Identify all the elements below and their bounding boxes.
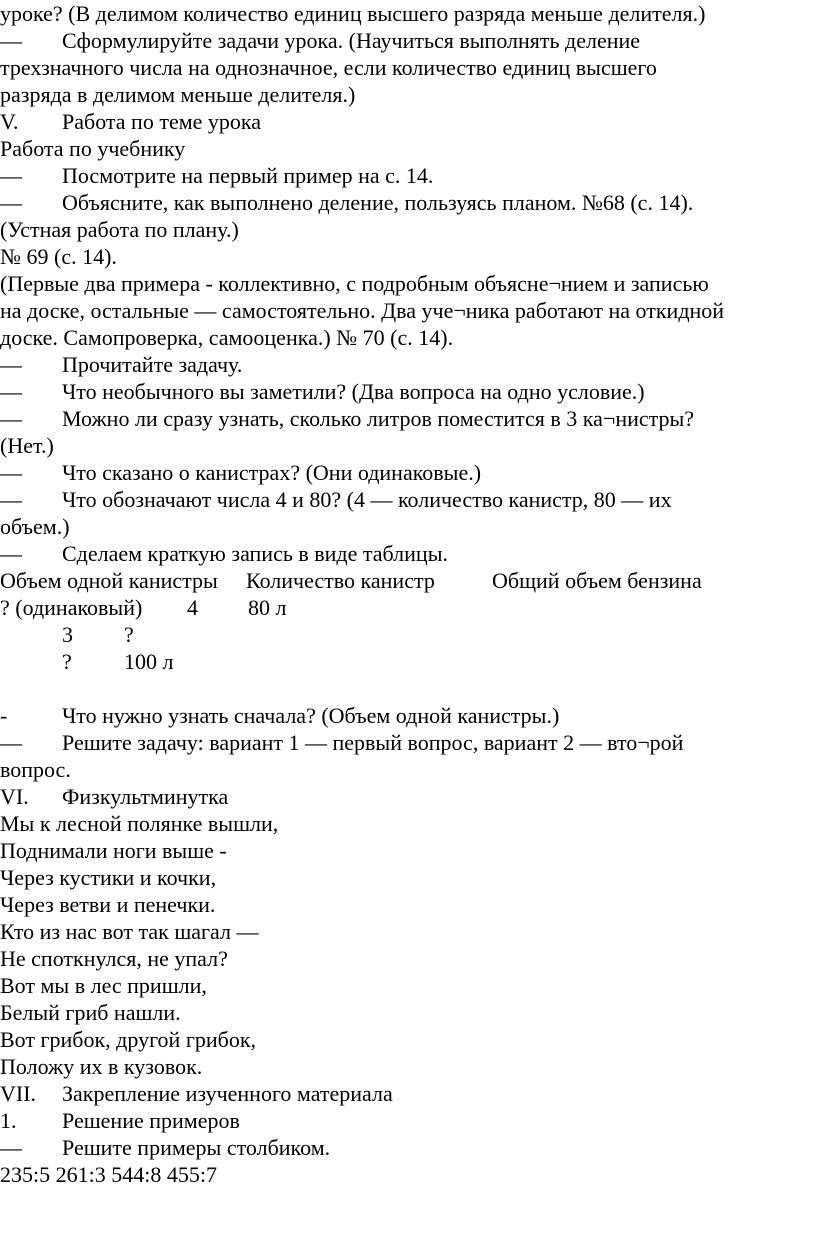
table-cell: 100 л (124, 649, 174, 674)
table-cell: ? (62, 649, 72, 674)
line-text: Объясните, как выполнено деление, пользуясь планом. №68 (с. 14). (62, 190, 694, 215)
dash-line (0, 459, 816, 486)
line-text: Поднимали ноги выше - (0, 838, 227, 863)
dash-line (0, 1134, 816, 1161)
section-number: VI. (0, 784, 29, 809)
text-line (0, 81, 355, 108)
line-marker: — (0, 487, 22, 512)
poem-line (0, 864, 216, 891)
line-marker: — (0, 28, 22, 53)
line-text: объем.) (0, 514, 70, 539)
line-text: Прочитайте задачу. (62, 352, 243, 377)
table-row (0, 594, 816, 621)
dash-line (0, 27, 816, 54)
section-title: Работа по теме урока (62, 109, 262, 134)
line-text: Вот грибок, другой грибок, (0, 1027, 257, 1052)
poem-line (0, 810, 278, 837)
line-marker: — (0, 406, 22, 431)
text-line (0, 756, 71, 783)
line-text: Что нужно узнать сначала? (Объем одной канистры.) (62, 703, 560, 728)
line-text: (Первые два примера - коллективно, с подробным объясне¬нием и записью (0, 271, 709, 296)
line-text: Через кустики и кочки, (0, 865, 217, 890)
line-text: Можно ли сразу узнать, сколько литров поместится в 3 ка¬нистры? (62, 406, 695, 431)
line-text: Через ветви и пенечки. (0, 892, 216, 917)
line-text: Решите задачу: вариант 1 — первый вопрос, вариант 2 — вто¬рой (62, 730, 684, 755)
line-text: Положу их в кузовок. (0, 1054, 203, 1079)
line-text: Что необычного вы заметили? (Два вопроса на одно условие.) (62, 379, 645, 404)
line-marker: — (0, 352, 22, 377)
table-cell: ? (одинаковый) (0, 595, 143, 620)
dash-line (0, 351, 816, 378)
line-text: Кто из нас вот так шагал — (0, 919, 259, 944)
dash-line (0, 540, 816, 567)
poem-line (0, 1026, 256, 1053)
text-line (0, 54, 657, 81)
line-text: (Нет.) (0, 433, 54, 458)
line-text: Работа по учебнику (0, 136, 186, 161)
section-heading (0, 108, 816, 135)
line-text: Что сказано о канистрах? (Они одинаковые.) (62, 460, 482, 485)
table-cell: ? (124, 622, 134, 647)
table-cell: 4 (187, 595, 198, 620)
line-marker: - (0, 703, 8, 728)
section-title: Физкультминутка (62, 784, 229, 809)
poem-line (0, 972, 207, 999)
dash-line (0, 378, 816, 405)
line-text: трехзначного числа на однозначное, если количество единиц высшего (0, 55, 657, 80)
section-number: VII. (0, 1081, 37, 1106)
poem-line (0, 837, 227, 864)
dash-line (0, 729, 816, 756)
table-cell: 3 (62, 622, 73, 647)
poem-line (0, 1053, 202, 1080)
text-line (0, 270, 709, 297)
dash-line (0, 162, 816, 189)
line-text: уроке? (В делимом количество единиц высшего разряда меньше делителя.) (0, 1, 706, 26)
text-line (0, 243, 117, 270)
line-marker: — (0, 460, 22, 485)
text-line (0, 135, 185, 162)
line-marker: 1. (0, 1108, 17, 1133)
section-number: V. (0, 109, 19, 134)
line-text: № 69 (с. 14). (0, 244, 117, 269)
poem-line (0, 945, 228, 972)
line-text: Мы к лесной полянке вышли, (0, 811, 279, 836)
section-heading (0, 1080, 816, 1107)
section-heading (0, 783, 816, 810)
poem-line (0, 918, 259, 945)
poem-line (0, 891, 215, 918)
line-text: вопрос. (0, 757, 71, 782)
line-text: Решите примеры столбиком. (62, 1135, 331, 1160)
line-text: (Устная работа по плану.) (0, 217, 239, 242)
line-text: на доске, остальные — самостоятельно. Два уче¬ника работают на откидной (0, 298, 725, 323)
line-marker: — (0, 379, 22, 404)
table-header-row (0, 567, 816, 594)
text-line (0, 513, 70, 540)
text-line (0, 216, 239, 243)
text-line (0, 297, 724, 324)
text-line (0, 0, 705, 27)
line-text: Вот мы в лес пришли, (0, 973, 207, 998)
line-marker: — (0, 190, 22, 215)
table-header-cell: Объем одной канистры (0, 568, 218, 593)
line-text: Решение примеров (62, 1108, 240, 1133)
table-row (0, 621, 816, 648)
table-header-cell: Общий объем бензина (492, 568, 702, 593)
line-text: разряда в делимом меньше делителя.) (0, 82, 356, 107)
line-text: Что обозначают числа 4 и 80? (4 — количество канистр, 80 — их (62, 487, 672, 512)
dash-line (0, 702, 816, 729)
line-text: Не споткнулся, не упал? (0, 946, 228, 971)
text-line (0, 1161, 217, 1188)
line-text: 235:5 261:3 544:8 455:7 (0, 1162, 217, 1187)
line-text: Сделаем краткую запись в виде таблицы. (62, 541, 448, 566)
table-cell: 80 л (248, 595, 287, 620)
table-row (0, 648, 816, 675)
numbered-line (0, 1107, 816, 1134)
poem-line (0, 999, 181, 1026)
line-marker: — (0, 1135, 22, 1160)
line-marker: — (0, 730, 22, 755)
line-text: Сформулируйте задачи урока. (Научиться выполнять деление (62, 28, 641, 53)
line-marker: — (0, 541, 22, 566)
dash-line (0, 486, 816, 513)
dash-line (0, 405, 816, 432)
line-text: Посмотрите на первый пример на с. 14. (62, 163, 434, 188)
text-line (0, 432, 54, 459)
text-line (0, 324, 453, 351)
line-text: доске. Самопроверка, самооценка.) № 70 (с. 14). (0, 325, 454, 350)
dash-line (0, 189, 816, 216)
line-text: Белый гриб нашли. (0, 1000, 181, 1025)
table-header-cell: Количество канистр (246, 568, 435, 593)
line-marker: — (0, 163, 22, 188)
section-title: Закрепление изученного материала (62, 1081, 393, 1106)
